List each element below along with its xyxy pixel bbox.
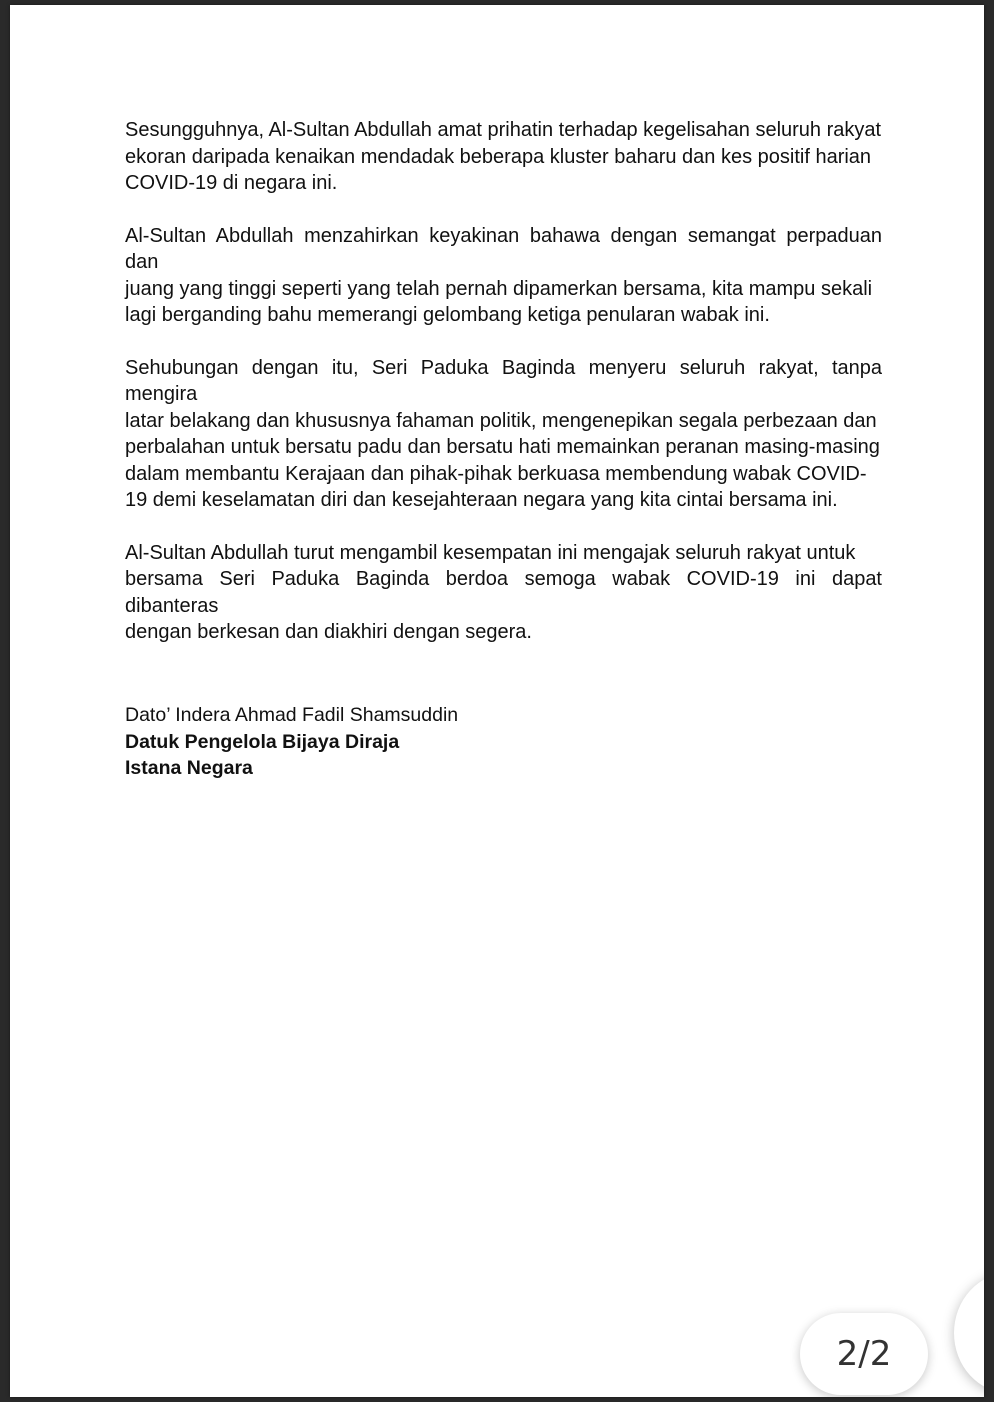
document-page: [10, 5, 984, 1397]
paragraph-4: Al-Sultan Abdullah turut mengambil kesempatan ini mengajak seluruh rakyat untuk bersama Seri Paduka Baginda berdoa semoga wabak COVID-19 ini dapat dibanteras dengan berkesan dan diakhiri dengan segera.: [125, 541, 882, 643]
page-indicator: 2/2: [800, 1313, 928, 1395]
paragraph-3: Sehubungan dengan itu, Seri Paduka Baginda menyeru seluruh rakyat, tanpa mengira latar belakang dan khususnya fahaman politik, mengenepikan segala perbezaan dan perbalahan untuk bersatu padu dan bersatu hati memainkan peranan masing-masing dalam membantu Kerajaan dan pihak-pihak berkuasa membendung wabak COVID- 19 demi keselamatan diri dan kesejahteraan negara yang kita cintai bersama ini.: [125, 356, 882, 511]
signatory-name: Dato’ Indera Ahmad Fadil Shamsuddin: [125, 704, 459, 726]
document-body: [125, 117, 882, 672]
signature-block: [125, 702, 725, 782]
signatory-title: Datuk Pengelola Bijaya Diraja: [125, 730, 400, 753]
floating-action-button[interactable]: [954, 1273, 984, 1393]
signatory-organization: Istana Negara: [125, 757, 253, 779]
paragraph-2: Al-Sultan Abdullah menzahirkan keyakinan bahawa dengan semangat perpaduan dan juang yang tinggi seperti yang telah pernah dipamerkan bersama, kita mampu sekali lagi berganding bahu memerangi gelombang ketiga penularan wabak ini.: [125, 224, 882, 326]
paragraph-1: Sesungguhnya, Al-Sultan Abdullah amat prihatin terhadap kegelisahan seluruh rakyat ekoran daripada kenaikan mendadak beberapa kluster baharu dan kes positif harian COVID-19 di negara ini.: [125, 119, 882, 194]
